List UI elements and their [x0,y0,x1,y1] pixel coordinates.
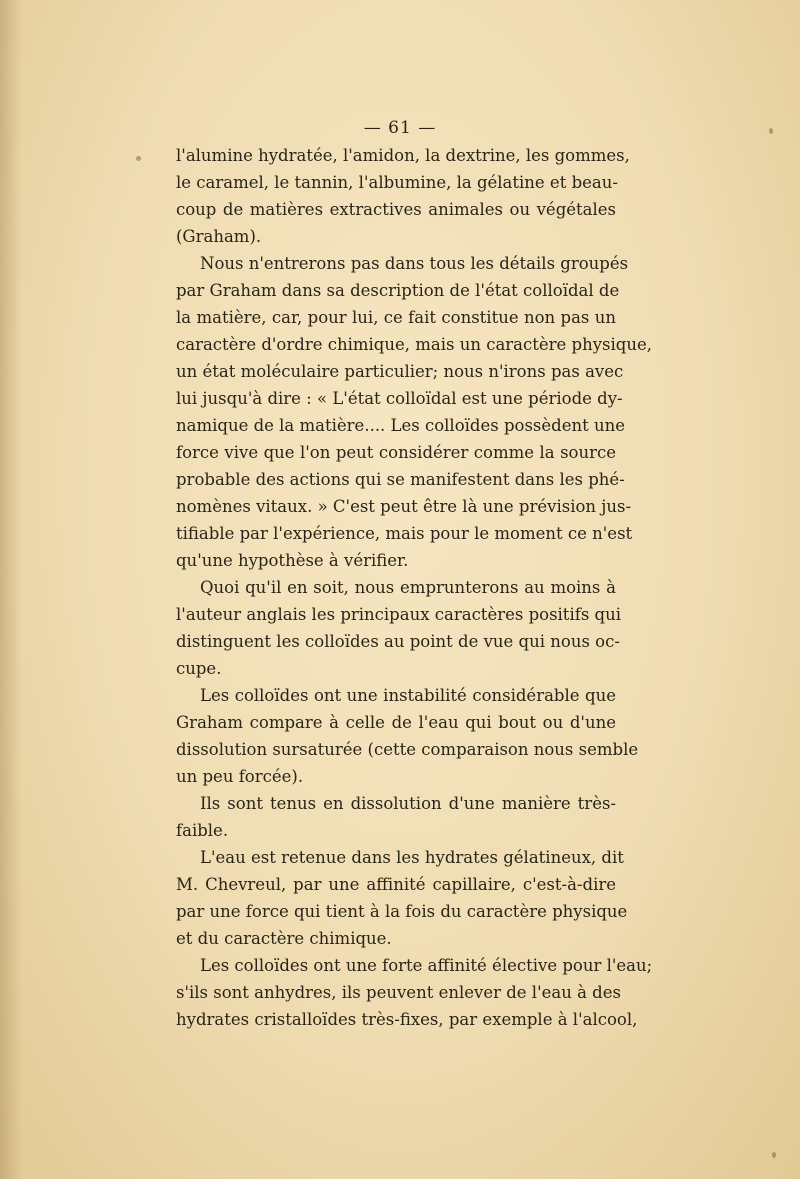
text-line: namique de la matière.... Les colloïdes possèdent une [176,416,626,435]
paper-spot [136,156,141,161]
text-line: probable des actions qui se manifestent dans les phé- [176,470,625,489]
text-line: la matière, car, pour lui, ce fait constitue non pas un [176,308,616,327]
text-line: Ils sont tenus en dissolution d'une manière très- [200,794,616,813]
text-line: tifiable par l'expérience, mais pour le moment ce n'est [176,524,633,543]
text-line: L'eau est retenue dans les hydrates gélatineux, dit [200,848,624,867]
text-line: nomènes vitaux. » C'est peut être là une prévision jus- [176,497,632,516]
text-line: (Graham). [176,227,262,246]
text-line: l'alumine hydratée, l'amidon, la dextrine, les gommes, [176,146,630,165]
text-line: dissolution sursaturée (cette comparaison nous semble [176,740,639,759]
text-line: faible. [176,821,229,840]
text-line: coup de matières extractives animales ou végétales [176,200,616,219]
text-line: l'auteur anglais les principaux caractères positifs qui [176,605,622,624]
text-line: Les colloïdes ont une instabilité considérable que [200,686,616,705]
text-line: distinguent les colloïdes au point de vue qui nous oc- [176,632,620,651]
text-line: et du caractère chimique. [176,929,392,948]
body-text [176,142,653,1033]
text-line: Les colloïdes ont une forte affinité élective pour l'eau; [200,956,653,975]
text-line: caractère d'ordre chimique, mais un caractère physique, [176,335,652,354]
text-line: qu'une hypothèse à vérifier. [176,551,409,570]
text-line: s'ils sont anhydres, ils peuvent enlever de l'eau à des [176,983,621,1002]
text-line: lui jusqu'à dire : « L'état colloïdal est une période dy- [176,389,623,408]
text-line: un peu forcée). [176,767,304,786]
text-line: Nous n'entrerons pas dans tous les détails groupés [200,254,629,273]
text-line: par une force qui tient à la fois du caractère physique [176,902,628,921]
paper-spot [772,1152,776,1158]
page-number: — 61 — [363,118,437,138]
text-line: force vive que l'on peut considérer comme la source [176,443,616,462]
text-line: par Graham dans sa description de l'état colloïdal de [176,281,620,300]
text-line: Quoi qu'il en soit, nous emprunterons au moins à [200,578,616,597]
text-line: cupe. [176,659,222,678]
text-line: un état moléculaire particulier; nous n'irons pas avec [176,362,624,381]
text-line: hydrates cristalloïdes très-fixes, par exemple à l'alcool, [176,1010,638,1029]
text-line: Graham compare à celle de l'eau qui bout ou d'une [176,713,616,732]
text-line: M. Chevreul, par une affinité capillaire, c'est-à-dire [176,875,616,894]
page-edge-shadow [0,0,22,1179]
text-line: le caramel, le tannin, l'albumine, la gélatine et beau- [176,173,618,192]
